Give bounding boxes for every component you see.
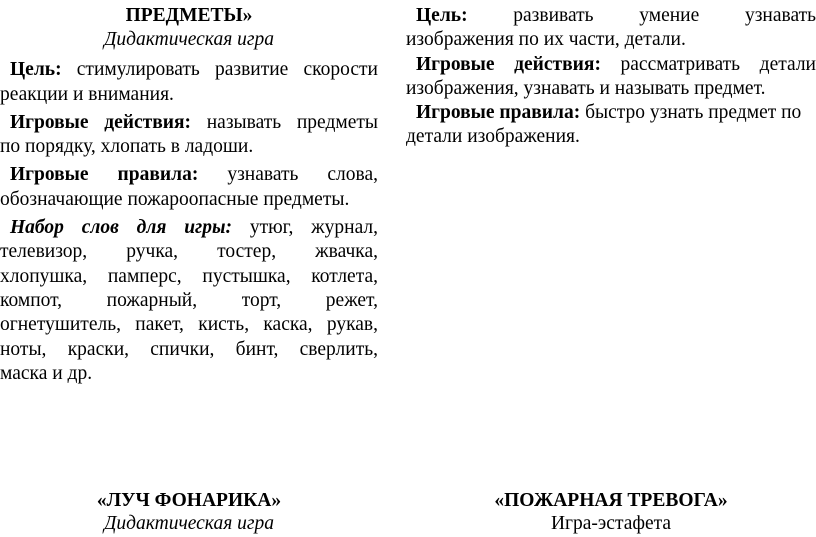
right-rules-line-1: Игровые правила: быстро узнать предмет по	[416, 102, 802, 124]
words-line-4: компот, пожарный, торт, режет,	[0, 289, 378, 311]
rules-line-1: Игровые правила: узнавать слова,	[10, 164, 378, 186]
left-column	[0, 0, 378, 386]
right-goal-line-2: изображения по их части, детали.	[406, 29, 686, 51]
rules-paragraph	[0, 163, 378, 212]
game-subtitle: Дидактическая игра	[103, 29, 274, 50]
goal-label: Цель:	[10, 59, 62, 81]
actions-line-2: по порядку, хлопать в ладоши.	[0, 136, 254, 158]
words-line-2: телевизор, ручка, тостер, жвачка,	[0, 241, 378, 263]
goal-line-1: Цель: стимулировать развитие скорости	[10, 59, 378, 81]
words-line-3: хлопушка, памперс, пустышка, котлета,	[0, 265, 378, 287]
goal-line-2: реакции и внимания.	[0, 83, 174, 105]
actions-label: Игровые действия:	[10, 111, 192, 133]
right-actions-paragraph	[406, 53, 816, 102]
rules-label: Игровые правила:	[10, 164, 199, 186]
right-actions-line-2: изображения, узнавать и называть предмет.	[406, 77, 766, 99]
game-subtitle-pozharnaya-trevoga: Игра-эстафета	[550, 513, 672, 534]
game-subtitle-luch-fonarika: Дидактическая игра	[103, 513, 274, 534]
right-rules-label: Игровые правила:	[416, 102, 581, 124]
words-line-7: маска и др.	[0, 362, 93, 384]
words-label: Набор слов для игры:	[10, 217, 233, 239]
right-column	[406, 0, 816, 150]
right-goal-label: Цель:	[416, 5, 468, 26]
game-title-predmety: ПРЕДМЕТЫ»	[125, 5, 253, 26]
right-rules-line-2: детали изображения.	[406, 126, 580, 148]
words-paragraph	[0, 216, 378, 386]
game-title-pozharnaya-trevoga: «ПОЖАРНАЯ ТРЕВОГА»	[494, 490, 728, 511]
right-rules-paragraph	[406, 101, 816, 150]
goal-paragraph	[0, 58, 378, 107]
right-goal-paragraph	[406, 4, 816, 53]
actions-paragraph	[0, 111, 378, 160]
right-actions-line-1: Игровые действия: рассматривать детали	[416, 53, 816, 75]
rules-line-2: обозначающие пожароопасные предметы.	[0, 188, 350, 210]
words-line-6: ноты, краски, спички, бинт, сверлить,	[0, 338, 378, 360]
words-line-1: Набор слов для игры: утюг, журнал,	[10, 217, 379, 239]
right-actions-label: Игровые действия:	[416, 53, 601, 75]
right-goal-line-1: Цель: развивать умение узнавать	[416, 5, 816, 26]
game-title-luch-fonarika: «ЛУЧ ФОНАРИКА»	[96, 490, 282, 511]
actions-line-1: Игровые действия: называть предметы	[10, 111, 378, 133]
words-line-5: огнетушитель, пакет, кисть, каска, рукав,	[0, 314, 378, 336]
